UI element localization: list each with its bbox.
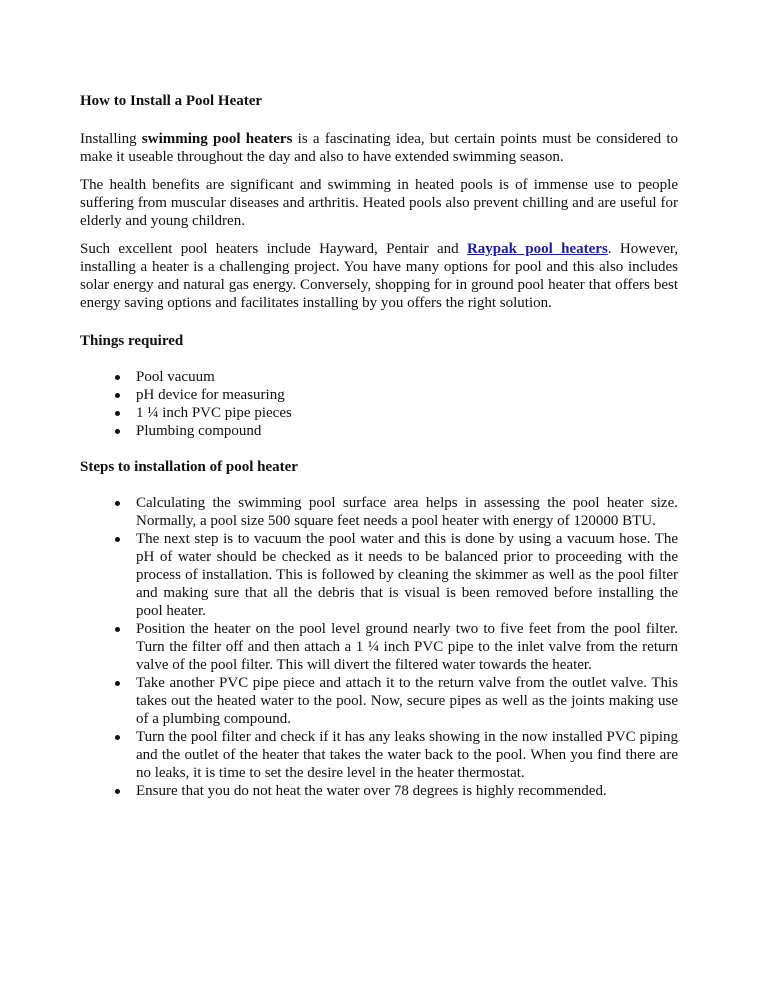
text: . However, installing a heater is a challenging project. You have many options for pool and this also includes solar energy and natural gas energy. Conversely, shopping for in ground pool heater that offers best energy saving options and facilitates installing by you offers the right solution. [80,241,679,311]
list-item: Plumbing compound [80,422,678,440]
text: is a fascinating idea, but certain points must be considered to make it useable throughout the day and also to have extended swimming season. [80,131,678,165]
list-item: Position the heater on the pool level ground nearly two to five feet from the pool filter. Turn the filter off and then attach a 1 ¼ inch PVC pipe to the inlet valve from the return valve of the pool filter. This will divert the filtered water towards the heater. [80,620,678,674]
intro-paragraph [80,130,678,166]
text: Installing [80,131,142,147]
things-required-heading: Things required [80,333,184,349]
steps-list [80,494,678,800]
bold-text: swimming pool heaters [141,131,293,147]
list-item: pH device for measuring [80,386,678,404]
document-title: How to Install a Pool Heater [80,93,263,109]
list-item: The next step is to vacuum the pool water and this is done by using a vacuum hose. The pH of water should be checked as it needs to be balanced prior to proceeding with the process of installation. This is followed by cleaning the skimmer as well as the pool filter and making sure that all the debris that is visual is been removed before installing the pool heater. [80,530,678,620]
list-item: Ensure that you do not heat the water over 78 degrees is highly recommended. [80,782,678,800]
list-item: Turn the pool filter and check if it has any leaks showing in the now installed PVC piping and the outlet of the heater that takes the water back to the pool. When you find there are no leaks, it is time to set the desire level in the heater thermostat. [80,728,678,782]
list-item: Calculating the swimming pool surface area helps in assessing the pool heater size. Normally, a pool size 500 square feet needs a pool heater with energy of 120000 BTU. [80,494,678,530]
things-list [80,368,678,440]
brands-paragraph [80,240,678,312]
list-item: 1 ¼ inch PVC pipe pieces [80,404,678,422]
raypak-link[interactable]: Raypak pool heaters [466,241,608,257]
text: Such excellent pool heaters include Hayward, Pentair and [80,241,467,257]
steps-heading: Steps to installation of pool heater [80,459,298,475]
health-paragraph: The health benefits are significant and swimming in heated pools is of immense use to people suffering from muscular diseases and arthritis. Heated pools also prevent chilling and are useful for elderly and young children. [80,177,678,229]
list-item: Take another PVC pipe piece and attach it to the return valve from the outlet valve. This takes out the heated water to the pool. Now, secure pipes as well as the joints making use of a plumbing compound. [80,674,678,728]
list-item: Pool vacuum [80,368,678,386]
